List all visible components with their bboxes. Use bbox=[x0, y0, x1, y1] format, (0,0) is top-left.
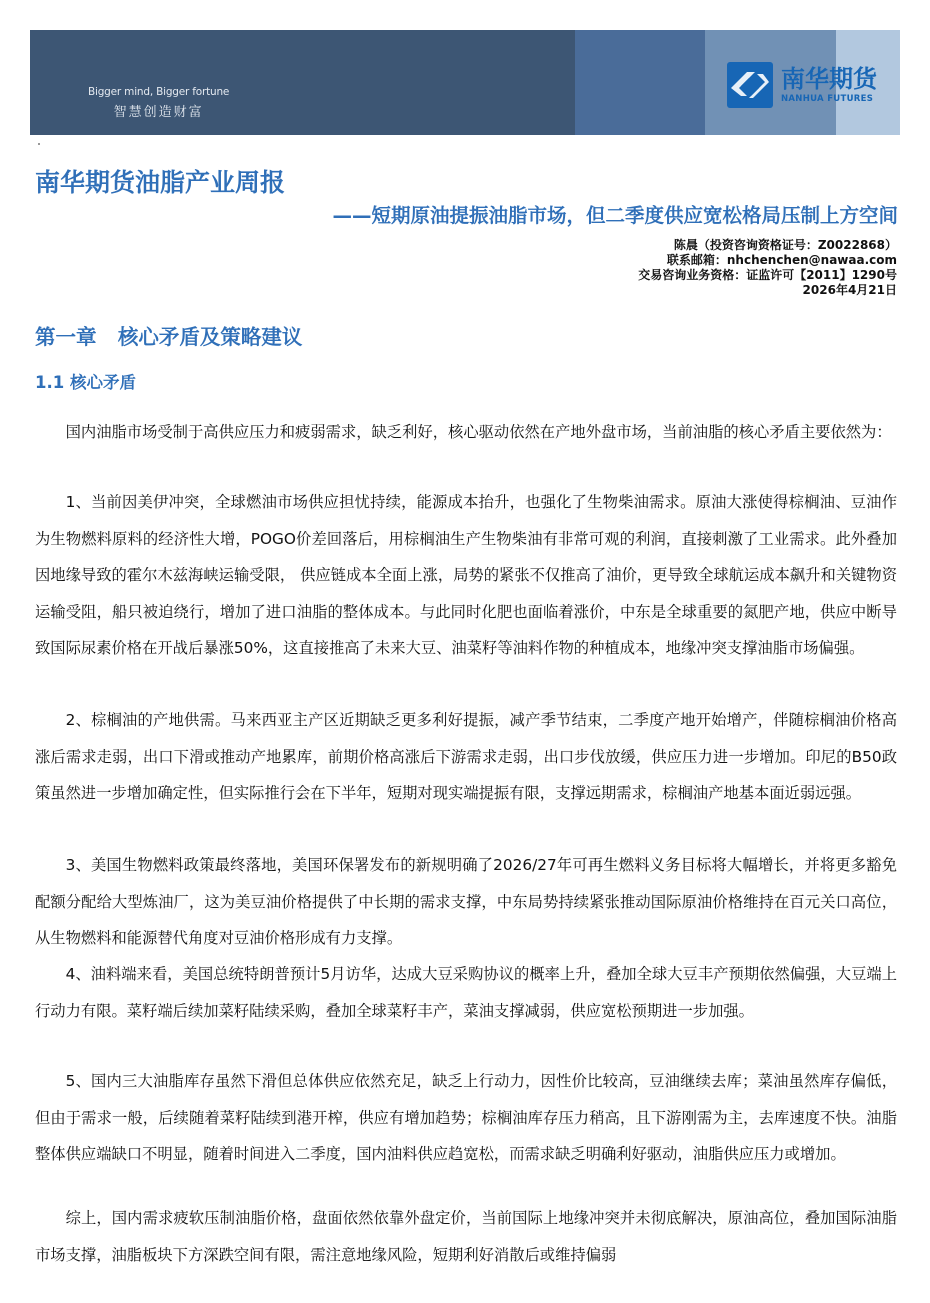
paragraph-point-2 bbox=[35, 702, 897, 812]
paragraph-point-4 bbox=[35, 956, 897, 1029]
nanhua-logo-icon bbox=[727, 62, 773, 108]
banner-band-dark bbox=[30, 30, 575, 135]
author-info bbox=[638, 238, 897, 298]
slogan-english: Bigger mind, Bigger fortune bbox=[88, 86, 230, 98]
paragraph-text: 1、当前因美伊冲突，全球燃油市场供应担忧持续，能源成本抬升，也强化了生物柴油需求。原油大涨使得棕榈油、豆油作为生物燃料原料的经济性大增，POGO价差回落后，用棕榈油生产生物柴油有非常可观的利润，直接刺激了工业需求。此外叠加因地缘导致的霍尔木兹海峡运输受限， 供应链成本全面上涨，局势的紧张不仅推高了油价，更导致全球航运成本飙升和关键物资运输受阻，船只被迫绕行，增加了进口油脂的整体成本。与此同时化肥也面临着涨价，中东是全球重要的氮肥产地，供应中断导致国际尿素价格在开战后暴涨50%，这直接推高了未来大豆、油菜籽等油料作物的种植成本，地缘冲突支撑油脂市场偏强。 bbox=[35, 493, 897, 657]
paragraph-point-5 bbox=[35, 1063, 897, 1173]
banner-band-mid bbox=[575, 30, 705, 135]
paragraph-summary bbox=[35, 1200, 897, 1273]
stray-dot bbox=[38, 143, 40, 145]
section-heading: 1.1 核心矛盾 bbox=[35, 373, 136, 392]
author-name: 陈晨（投资咨询资格证号：Z0022868） bbox=[673, 238, 897, 252]
nanhua-logo bbox=[727, 62, 877, 108]
paragraph-text: 5、国内三大油脂库存虽然下滑但总体供应依然充足，缺乏上行动力，因性价比较高，豆油继续去库；菜油虽然库存偏低，但由于需求一般，后续随着菜籽陆续到港开榨，供应有增加趋势；棕榈油库存压力稍高，且下游刚需为主，去库速度不快。油脂整体供应端缺口不明显，随着时间进入二季度，国内油料供应趋宽松，而需求缺乏明确利好驱动，油脂供应压力或增加。 bbox=[35, 1072, 897, 1163]
paragraph-text: 综上，国内需求疲软压制油脂价格，盘面依然依靠外盘定价，当前国际上地缘冲突并未彻底解决，原油高位，叠加国际油脂市场支撑，油脂板块下方深跌空间有限，需注意地缘风险，短期利好消散后或维持偏弱 bbox=[35, 1209, 897, 1264]
paragraph-text: 4、油料端来看，美国总统特朗普预计5月访华，达成大豆采购协议的概率上升，叠加全球大豆丰产预期依然偏强，大豆端上行动力有限。菜籽端后续加菜籽陆续采购，叠加全球菜籽丰产，菜油支撑减弱，供应宽松预期进一步加强。 bbox=[35, 965, 897, 1020]
report-date: 2026年4月21日 bbox=[802, 283, 897, 297]
paragraph-text: 国内油脂市场受制于高供应压力和疲弱需求，缺乏利好，核心驱动依然在产地外盘市场，当前油脂的核心矛盾主要依然为： bbox=[65, 423, 892, 441]
license-info: 交易咨询业务资格：证监许可【2011】1290号 bbox=[638, 268, 897, 282]
logo-english-name: NANHUA FUTURES bbox=[781, 94, 874, 104]
author-email: 联系邮箱：nhchenchen@nawaa.com bbox=[666, 253, 897, 267]
paragraph-text: 3、美国生物燃料政策最终落地，美国环保署发布的新规明确了2026/27年可再生燃料义务目标将大幅增长，并将更多豁免配额分配给大型炼油厂，这为美豆油价格提供了中长期的需求支撑，中东局势持续紧张推动国际原油价格维持在百元关口高位，从生物燃料和能源替代角度对豆油价格形成有力支撑。 bbox=[35, 856, 897, 947]
paragraph-point-3 bbox=[35, 847, 897, 957]
paragraph-text: 2、棕榈油的产地供需。马来西亚主产区近期缺乏更多利好提振，减产季节结束，二季度产地开始增产，伴随棕榈油价格高涨后需求走弱，出口下滑或推动产地累库，前期价格高涨后下游需求走弱，出口步伐放缓，供应压力进一步增加。印尼的B50政策虽然进一步增加确定性，但实际推行会在下半年，短期对现实端提振有限，支撑远期需求，棕榈油产地基本面近弱远强。 bbox=[35, 711, 897, 802]
report-title: 南华期货油脂产业周报 bbox=[35, 168, 286, 197]
report-subtitle: ——短期原油提振油脂市场，但二季度供应宽松格局压制上方空间 bbox=[332, 204, 898, 227]
paragraph-point-1 bbox=[35, 484, 897, 667]
chapter-heading: 第一章 核心矛盾及策略建议 bbox=[35, 325, 303, 349]
slogan-chinese: 智慧创造财富 bbox=[113, 105, 204, 120]
logo-chinese-name: 南华期货 bbox=[781, 65, 877, 93]
paragraph-intro bbox=[35, 414, 897, 451]
slogan bbox=[88, 86, 229, 120]
